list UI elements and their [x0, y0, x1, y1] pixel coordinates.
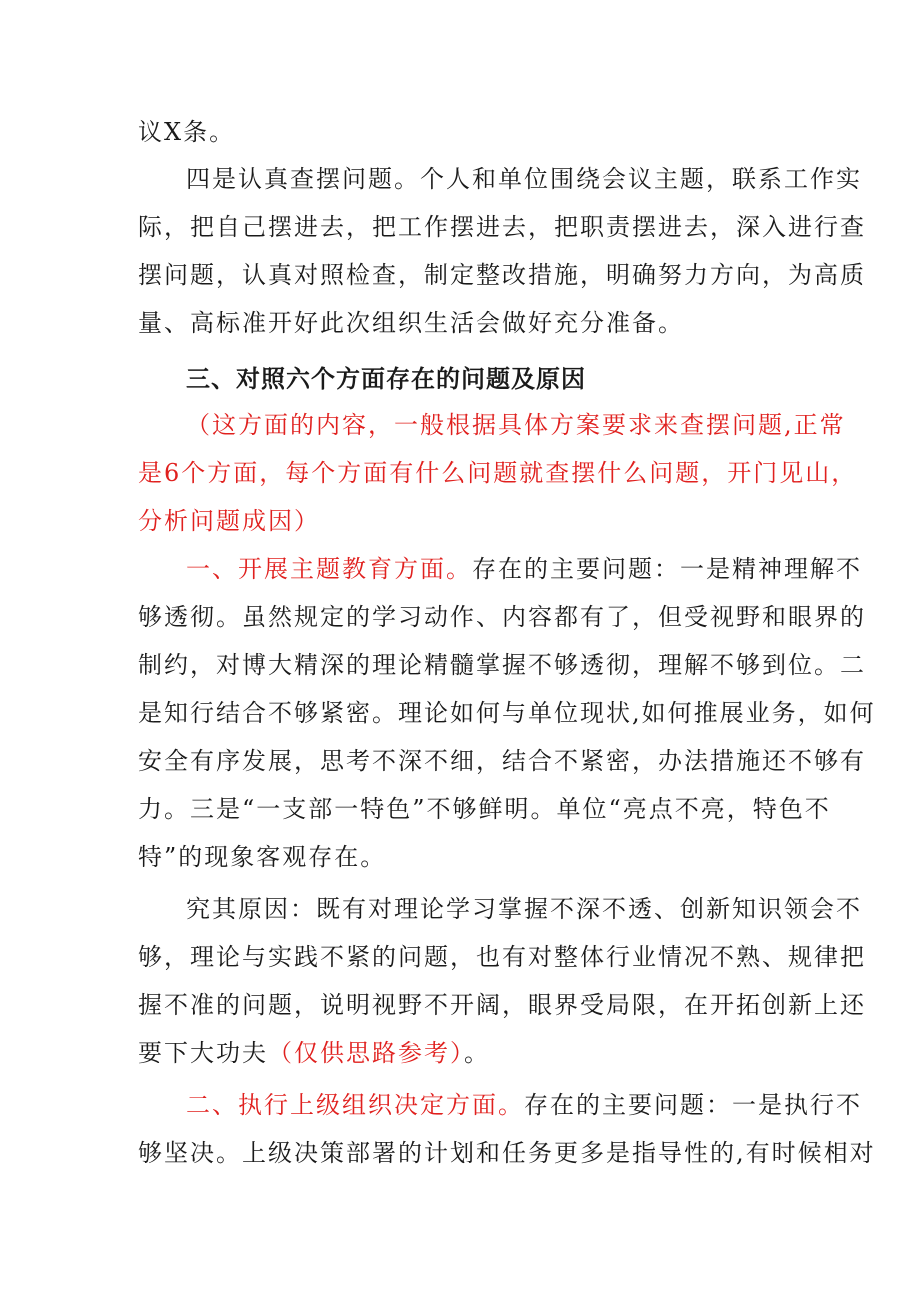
line-text: 够坚决。上级决策部署的计划和任务更多是指导性的,有时候相对 — [138, 1139, 876, 1167]
line-text: 量、高标准开好此次组织生活会做好充分准备。 — [138, 309, 684, 337]
text-line-13 — [138, 698, 876, 728]
text-line-21 — [186, 1090, 862, 1120]
text-line-5 — [138, 308, 788, 338]
text-line-12 — [138, 650, 866, 680]
line-text: 制约，对博大精深的理论精髓掌握不够透彻，理解不够到位。二 — [138, 651, 866, 679]
line-text: 议X条。 — [138, 118, 236, 146]
line-text: 存在的主要问题：一是执行不 — [524, 1091, 862, 1119]
note-line-3 — [138, 506, 788, 536]
text-line-17 — [186, 894, 862, 924]
text-line-11 — [138, 602, 866, 632]
text-line-16 — [138, 842, 788, 872]
text-line-19 — [138, 990, 866, 1020]
line-text: 特”的现象客观存在。 — [138, 843, 387, 871]
line-text: 力。三是“一支部一特色”不够鲜明。单位“亮点不亮，特色不 — [138, 795, 831, 823]
line-text: 安全有序发展，思考不深不细，结合不紧密，办法措施还不够有 — [138, 747, 866, 775]
subsection-title: 一、开展主题教育方面。 — [186, 555, 472, 583]
note-text: 是6个方面，每个方面有什么问题就查摆什么问题，开门见山， — [138, 459, 858, 487]
note-text: 分析问题成因） — [138, 507, 320, 535]
text-line-22 — [138, 1138, 876, 1168]
text-line-14 — [138, 746, 866, 776]
line-text: 摆问题，认真对照检查，制定整改措施，明确努力方向，为高质 — [138, 261, 866, 289]
line-text: 究其原因：既有对理论学习掌握不深不透、创新知识领会不 — [186, 895, 862, 923]
text-line-10 — [186, 554, 862, 584]
text-line-3 — [138, 212, 866, 242]
line-text: 够透彻。虽然规定的学习动作、内容都有了，但受视野和眼界的 — [138, 603, 866, 631]
line-text: 四是认真查摆问题。个人和单位围绕会议主题，联系工作实 — [186, 165, 862, 193]
text-line-2 — [186, 164, 862, 194]
text-line-18 — [138, 942, 866, 972]
text-line-1 — [138, 117, 788, 147]
section-heading — [186, 364, 836, 394]
line-text: 握不准的问题，说明视野不开阔，眼界受局限，在开拓创新上还 — [138, 991, 866, 1019]
subsection-title: 二、执行上级组织决定方面。 — [186, 1091, 524, 1119]
line-text: 是知行结合不够紧密。理论如何与单位现状,如何推展业务，如何 — [138, 699, 876, 727]
reference-note: （仅供思路参考） — [268, 1039, 464, 1067]
line-text: 存在的主要问题：一是精神理解不 — [472, 555, 862, 583]
note-text: （这方面的内容，一般根据具体方案要求来查摆问题,正常 — [186, 411, 846, 439]
text-line-15 — [138, 794, 831, 824]
text-line-20 — [138, 1038, 788, 1068]
text-line-4 — [138, 260, 866, 290]
note-line-2 — [138, 458, 858, 488]
heading-text: 三、对照六个方面存在的问题及原因 — [186, 365, 586, 393]
line-text: 要下大功夫 — [138, 1039, 268, 1067]
note-line-1 — [186, 410, 846, 440]
line-text: 够，理论与实践不紧的问题，也有对整体行业情况不熟、规律把 — [138, 943, 866, 971]
line-text: 际，把自己摆进去，把工作摆进去，把职责摆进去，深入进行查 — [138, 213, 866, 241]
line-tail: 。 — [464, 1039, 490, 1067]
